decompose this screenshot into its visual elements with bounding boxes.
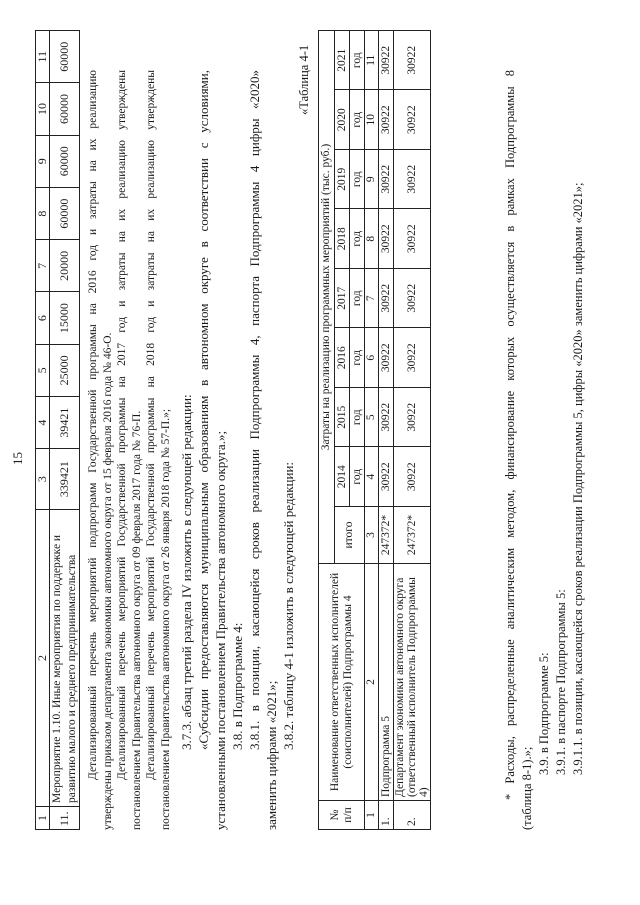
top-table-header-row: [36, 31, 50, 830]
t41-row-name: [394, 564, 431, 801]
table-caption: «Таблица 4-1: [297, 44, 311, 115]
t41-h-year: 2019: [335, 150, 350, 210]
t41-h-total: итого: [335, 507, 365, 564]
t41-row-name: Подпрограмма 5: [379, 564, 394, 801]
t41-row-name-line2: (ответственный исполнитель Подпрограммы 4): [406, 577, 431, 797]
t41-row-1: [379, 31, 394, 830]
top-header-cell: 7: [36, 240, 50, 292]
p2-line2: постановлением Правительства автономного округа от 09 февраля 2017 года № 76-П.: [130, 410, 143, 830]
t41-h-year-word: год: [350, 328, 365, 388]
top-row-value: 20000: [50, 240, 80, 292]
t41-h-year: 2015: [335, 388, 350, 448]
top-header-cell: 10: [36, 83, 50, 135]
t41-col-num: 7: [365, 269, 379, 329]
t41-col-num: 2: [365, 564, 379, 801]
footer-f1: 3.9. в Подпрограмме 5:: [537, 652, 551, 775]
t41-row-value: 30922: [394, 328, 431, 388]
t41-row-value: 30922: [379, 150, 394, 210]
t41-row-total: 247372*: [379, 507, 394, 564]
p7-line2: заменить цифрами «2021»;: [264, 680, 279, 830]
t41-col-num: 4: [365, 447, 379, 507]
t41-col-num: 8: [365, 209, 379, 269]
t41-h-year-word: год: [350, 269, 365, 329]
top-row-value: 60000: [50, 31, 80, 83]
t41-row-name-line1: Департамент экономики автономного округа: [394, 577, 406, 797]
p1-line1: Детализированный перечень мероприятий подпрограмм Государственной программы на 2016 год и затраты на их реализацию: [87, 70, 99, 780]
t41-h-name-line2: (соисполнителей) Подпрограммы 4: [341, 595, 354, 769]
t41-row-value: 30922: [379, 447, 394, 507]
table-4-1: [318, 30, 431, 830]
t41-h-costs: Затраты на реализацию программных мероприятий (тыс. руб.): [319, 31, 335, 564]
t41-row-value: 30922: [379, 269, 394, 329]
top-header-cell: 8: [36, 187, 50, 239]
footnote-line1: * Расходы, распределенные аналитическим методом, финансирование которых осуществляется в рамках Подпрограммы 8: [503, 70, 517, 800]
p5-line2: установленными постановлением Правительства автономного округа.»;: [213, 430, 228, 830]
t41-h-year-word: год: [350, 209, 365, 269]
t41-row-num: 1.: [379, 801, 394, 830]
top-row-name-line1: Мероприятие 1.10. Иные мероприятия по поддержке и: [51, 534, 63, 803]
t41-col-num: 5: [365, 388, 379, 448]
top-header-cell: 3: [36, 449, 50, 510]
t41-col-nums: [365, 31, 379, 830]
top-row-value: 39421: [50, 396, 80, 448]
t41-col-num: 9: [365, 150, 379, 210]
t41-row-value: 30922: [394, 447, 431, 507]
top-row-value: 60000: [50, 187, 80, 239]
page-number: 15: [10, 452, 25, 465]
t41-h-year-word: год: [350, 90, 365, 150]
t41-row-value: 30922: [394, 388, 431, 448]
p3-line2: постановлением Правительства автономного округа от 26 января 2018 года № 57-П.»;: [159, 408, 172, 830]
p5-line1: «Субсидии предоставляются муниципальным образованиям в автономном округе в соответствии с условиями,: [196, 70, 211, 750]
p6: 3.8. в Подпрограмме 4:: [230, 622, 245, 750]
p8: 3.8.2. таблицу 4-1 изложить в следующей редакции:: [281, 461, 296, 750]
top-header-cell: 1: [36, 807, 50, 830]
t41-header-row-1: [319, 31, 335, 830]
top-row-value: 339421: [50, 449, 80, 510]
top-header-cell: 11: [36, 31, 50, 83]
p3-line1: Детализированный перечень мероприятий Государственной программы на 2018 год и затраты на их реализацию утверждены: [145, 70, 157, 780]
t41-row-value: 30922: [379, 328, 394, 388]
top-header-cell: 4: [36, 396, 50, 448]
t41-h-year-word: год: [350, 388, 365, 448]
top-table: [35, 30, 80, 830]
t41-col-num: 6: [365, 328, 379, 388]
t41-row-value: 30922: [379, 209, 394, 269]
paragraph-block-2: [178, 70, 297, 830]
t41-h-year: 2018: [335, 209, 350, 269]
top-row-value: 60000: [50, 135, 80, 187]
t41-h-num: [319, 801, 365, 830]
p7-line1: 3.8.1. в позиции, касающейся сроков реализации Подпрограммы 4, паспорта Подпрограммы 4 цифры «2020»: [247, 70, 262, 750]
t41-h-num-line1: №: [329, 809, 342, 821]
top-header-cell: 6: [36, 292, 50, 344]
t41-h-num-line2: п/п: [341, 807, 354, 823]
t41-row-value: 30922: [394, 209, 431, 269]
t41-h-year-word: год: [350, 447, 365, 507]
top-row-value: 15000: [50, 292, 80, 344]
t41-h-name: [319, 564, 365, 801]
top-row-name: [50, 510, 80, 807]
t41-row-value: 30922: [394, 90, 431, 150]
p4: 3.7.3. абзац третий раздела IV изложить в следующей редакции:: [179, 394, 194, 750]
top-row-num: 11.: [50, 807, 80, 830]
t41-col-num: 1: [365, 801, 379, 830]
t41-h-year-word: год: [350, 31, 365, 91]
top-row-value: 60000: [50, 83, 80, 135]
t41-h-year: 2016: [335, 328, 350, 388]
t41-row-2: [394, 31, 431, 830]
p2-line1: Детализированный перечень мероприятий Государственной программы на 2017 год и затраты на их реализацию утверждены: [116, 70, 128, 780]
top-header-cell: 5: [36, 344, 50, 396]
t41-h-year: 2021: [335, 31, 350, 91]
t41-row-num: 2.: [394, 801, 431, 830]
t41-row-value: 30922: [394, 31, 431, 91]
t41-h-year: 2017: [335, 269, 350, 329]
t41-h-year: 2020: [335, 90, 350, 150]
t41-row-value: 30922: [379, 90, 394, 150]
top-header-cell: 9: [36, 135, 50, 187]
t41-h-name-line1: Наименование ответственных исполнителей: [329, 572, 342, 792]
footer-f2: 3.9.1. в паспорте Подпрограммы 5:: [554, 589, 568, 775]
top-row-name-line2: развитию малого и среднего предпринимательства: [65, 554, 78, 803]
t41-row-value: 30922: [394, 150, 431, 210]
t41-h-year-word: год: [350, 150, 365, 210]
paragraph-block: [86, 70, 173, 830]
footer-f3: 3.9.1.1. в позиции, касающейся сроков реализации Подпрограммы 5, цифры «2020» заменить цифрами «2021»;: [571, 182, 585, 775]
t41-row-total: 247372*: [394, 507, 431, 564]
t41-col-num: 3: [365, 507, 379, 564]
footer-block: [502, 70, 587, 830]
p1-line2: утверждены приказом департамента экономики автономного округа от 15 февраля 2016 года № 46-О.: [101, 332, 114, 830]
t41-row-value: 30922: [379, 31, 394, 91]
footnote-line2: (таблица 8-1).»;: [520, 746, 534, 830]
t41-h-year: 2014: [335, 447, 350, 507]
t41-col-num: 10: [365, 90, 379, 150]
top-row-value: 25000: [50, 344, 80, 396]
t41-row-value: 30922: [394, 269, 431, 329]
t41-col-num: 11: [365, 31, 379, 91]
top-header-cell: 2: [36, 510, 50, 807]
t41-row-value: 30922: [379, 388, 394, 448]
top-table-row: [50, 31, 80, 830]
